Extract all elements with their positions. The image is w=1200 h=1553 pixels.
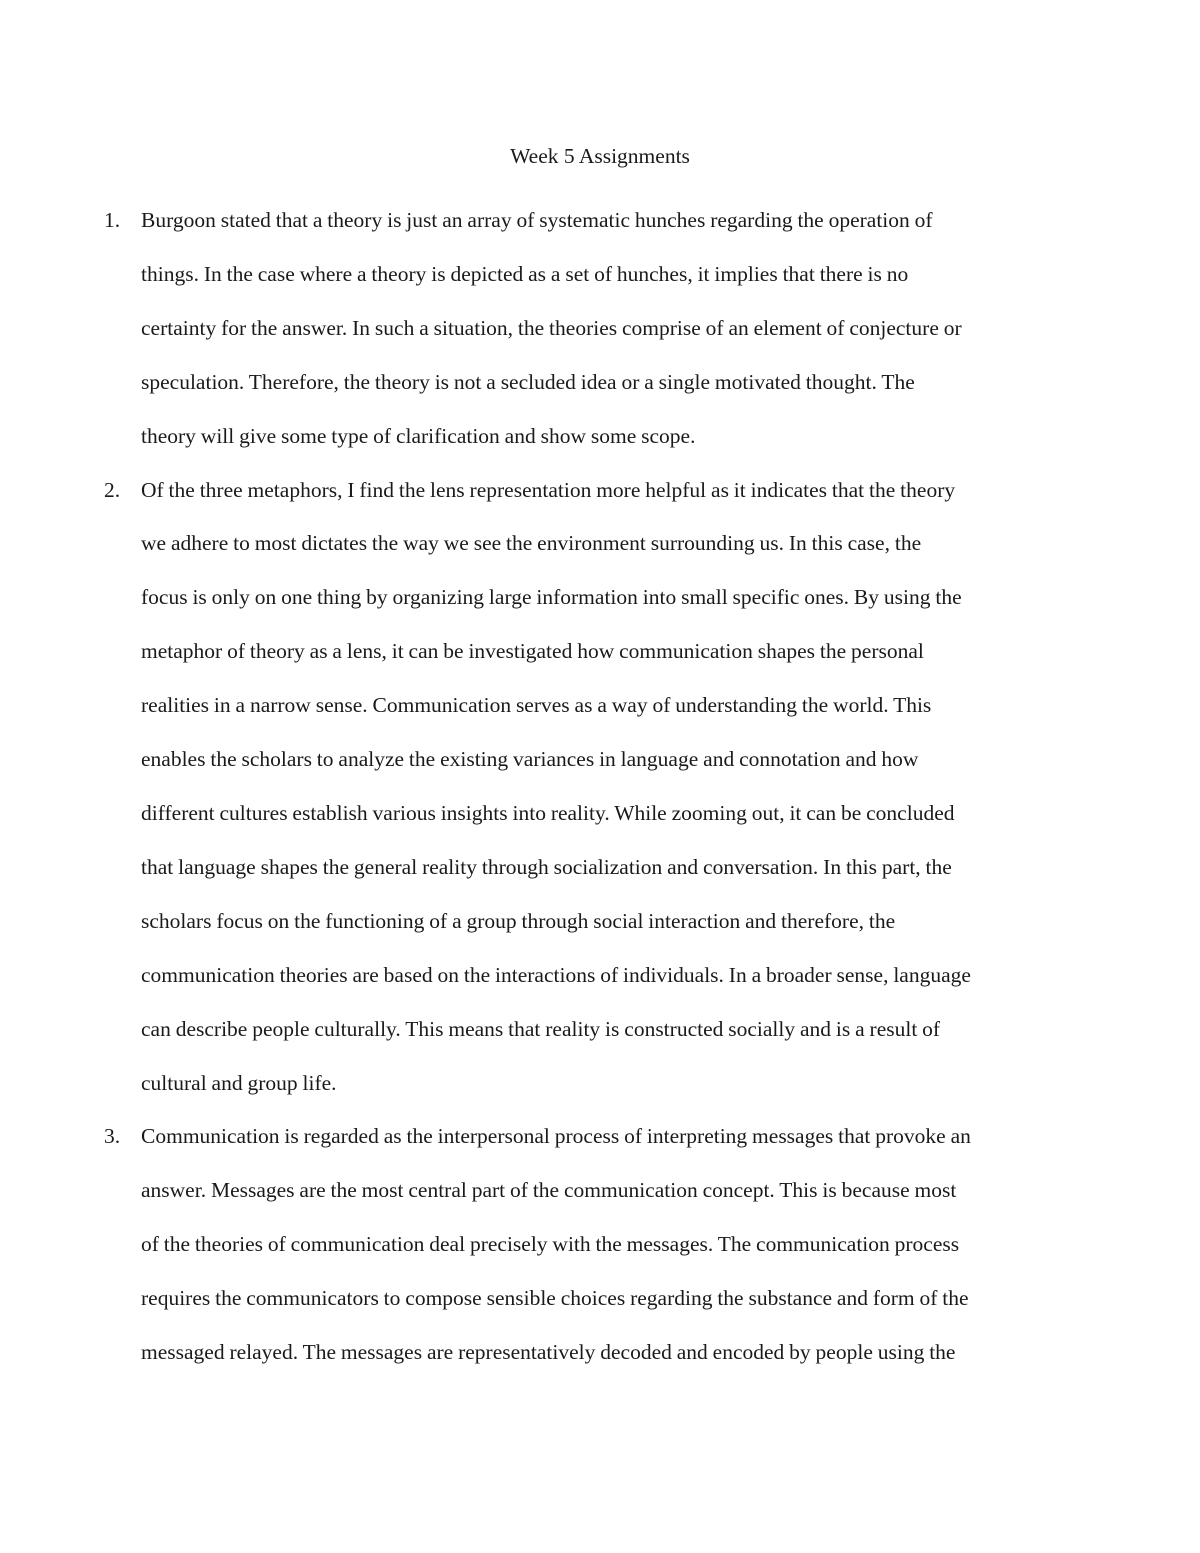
paragraph-line: cultural and group life. [141, 1070, 337, 1095]
paragraph-line: messaged relayed. The messages are representatively decoded and encoded by people using the [141, 1340, 956, 1365]
paragraph-line: Of the three metaphors, I find the lens representation more helpful as it indicates that the theory [141, 477, 956, 502]
paragraph-line: realities in a narrow sense. Communication serves as a way of understanding the world. This [141, 693, 932, 718]
list-item [0, 1110, 1063, 1380]
paragraph-line: communication theories are based on the interactions of individuals. In a broader sense, language [141, 962, 971, 987]
paragraph-line: that language shapes the general reality through socialization and conversation. In this part, the [141, 854, 952, 879]
paragraph-line: scholars focus on the functioning of a group through social interaction and therefore, the [141, 908, 896, 933]
paragraph-line: we adhere to most dictates the way we see the environment surrounding us. In this case, the [141, 531, 922, 556]
paragraph-line: of the theories of communication deal precisely with the messages. The communication process [141, 1232, 960, 1257]
paragraph-line: answer. Messages are the most central part of the communication concept. This is because most [141, 1178, 957, 1203]
paragraph-line: Burgoon stated that a theory is just an array of systematic hunches regarding the operation of [141, 208, 933, 232]
numbered-list [0, 194, 1200, 1380]
paragraph-line: different cultures establish various insights into reality. While zooming out, it can be concluded [141, 800, 955, 825]
list-item [0, 464, 1063, 1111]
page-title: Week 5 Assignments [510, 144, 690, 168]
paragraph-line: metaphor of theory as a lens, it can be investigated how communication shapes the personal [141, 639, 924, 664]
paragraph-line: things. In the case where a theory is depicted as a set of hunches, it implies that there is no [141, 261, 909, 286]
paragraph-line: enables the scholars to analyze the existing variances in language and connotation and how [141, 747, 919, 772]
paragraph-line: can describe people culturally. This means that reality is constructed socially and is a result of [141, 1016, 941, 1041]
paragraph-line: theory will give some type of clarification and show some scope. [141, 423, 696, 448]
list-number: 3. [104, 1124, 121, 1149]
list-number: 1. [104, 208, 121, 232]
list-item [0, 194, 1063, 464]
paragraph-line: certainty for the answer. In such a situation, the theories comprise of an element of conjecture or [141, 315, 962, 340]
paragraph-line: focus is only on one thing by organizing large information into small specific ones. By using the [141, 585, 962, 610]
paragraph-line: Communication is regarded as the interpersonal process of interpreting messages that provoke an [141, 1124, 971, 1149]
paragraph-line: requires the communicators to compose sensible choices regarding the substance and form of the [141, 1286, 969, 1311]
list-number: 2. [104, 477, 121, 502]
paragraph-line: speculation. Therefore, the theory is not a secluded idea or a single motivated thought. The [141, 369, 915, 394]
